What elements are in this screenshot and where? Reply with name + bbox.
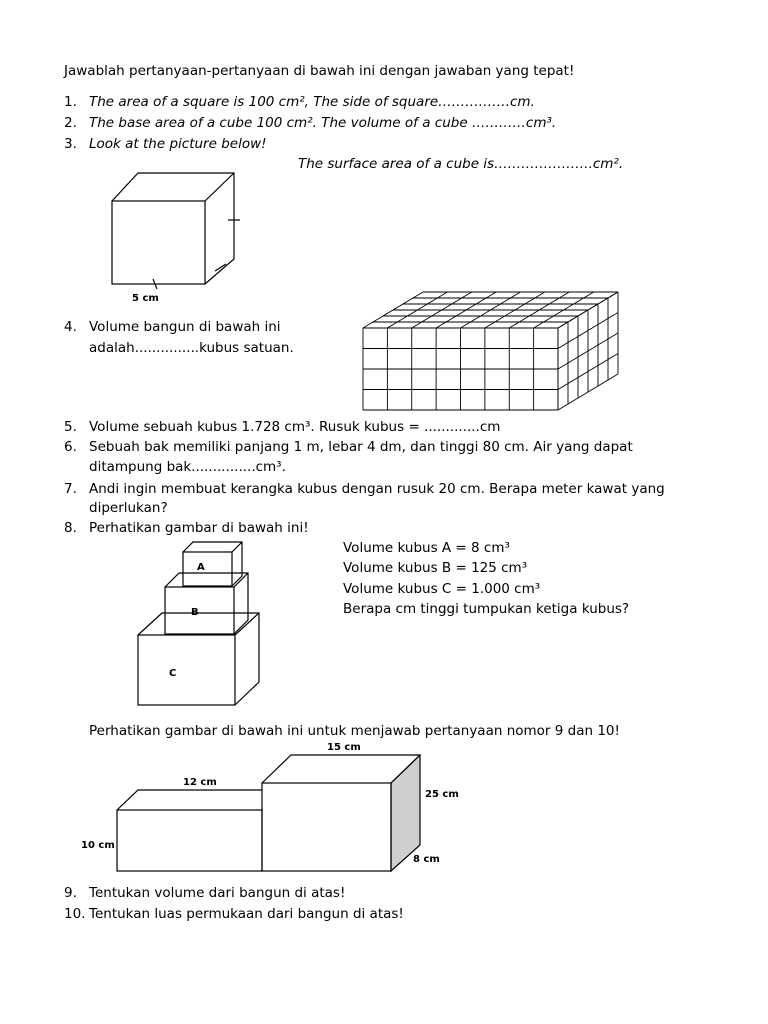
question-10-text: Tentukan luas permukaan dari bangun di atas! <box>89 906 404 922</box>
question-number: 2. <box>64 115 77 131</box>
cube-side-label: 5 cm <box>132 293 159 304</box>
unit-blocks-figure <box>355 280 625 415</box>
question-4-line-1: Volume bangun di bawah ini <box>89 319 281 335</box>
cube-c-label: C <box>169 668 177 679</box>
question-4-line-2: adalah...............kubus satuan. <box>89 340 294 356</box>
cube-b-label: B <box>191 607 199 618</box>
question-number: 3. <box>64 136 77 152</box>
question-1-text: The area of a square is 100 cm², The side of square…………….cm. <box>89 94 535 110</box>
question-3-text: Look at the picture below! <box>89 136 267 152</box>
label-12cm: 12 cm <box>183 777 217 788</box>
question-number: 1. <box>64 94 77 110</box>
cube-figure <box>100 165 250 315</box>
question-6-line-2: ditampung bak...............cm³. <box>89 459 286 475</box>
question-number: 4. <box>64 319 77 335</box>
question-number: 7. <box>64 481 77 497</box>
question-number: 5. <box>64 419 77 435</box>
note-9-10: Perhatikan gambar di bawah ini untuk menjawab pertanyaan nomor 9 dan 10! <box>89 723 620 739</box>
question-2-text: The base area of a cube 100 cm². The volume of a cube …………cm³. <box>89 115 557 131</box>
volume-b-text: Volume kubus B = 125 cm³ <box>343 560 528 576</box>
question-6-line-1: Sebuah bak memiliki panjang 1 m, lebar 4 dm, dan tinggi 80 cm. Air yang dapat <box>89 439 633 455</box>
question-5-text: Volume sebuah kubus 1.728 cm³. Rusuk kubus = .............cm <box>89 419 501 435</box>
question-number: 8. <box>64 520 77 536</box>
stacked-cubes-figure <box>130 535 270 710</box>
question-3-prompt: The surface area of a cube is………………….cm². <box>298 156 624 172</box>
composite-figure <box>75 740 475 875</box>
cube-a-label: A <box>197 562 205 573</box>
label-15cm: 15 cm <box>327 742 361 753</box>
question-number: 10. <box>64 906 86 922</box>
label-10cm: 10 cm <box>81 840 115 851</box>
volume-a-text: Volume kubus A = 8 cm³ <box>343 540 510 556</box>
label-25cm: 25 cm <box>425 789 459 800</box>
instruction-text: Jawablah pertanyaan-pertanyaan di bawah ini dengan jawaban yang tepat! <box>64 63 575 79</box>
stack-height-question: Berapa cm tinggi tumpukan ketiga kubus? <box>343 601 630 617</box>
question-9-text: Tentukan volume dari bangun di atas! <box>89 885 346 901</box>
volume-c-text: Volume kubus C = 1.000 cm³ <box>343 581 541 597</box>
question-8-text: Perhatikan gambar di bawah ini! <box>89 520 309 536</box>
question-7-line-2: diperlukan? <box>89 500 168 516</box>
question-number: 9. <box>64 885 77 901</box>
question-number: 6. <box>64 439 77 455</box>
question-7-line-1: Andi ingin membuat kerangka kubus dengan rusuk 20 cm. Berapa meter kawat yang <box>89 481 665 497</box>
label-8cm: 8 cm <box>413 854 440 865</box>
